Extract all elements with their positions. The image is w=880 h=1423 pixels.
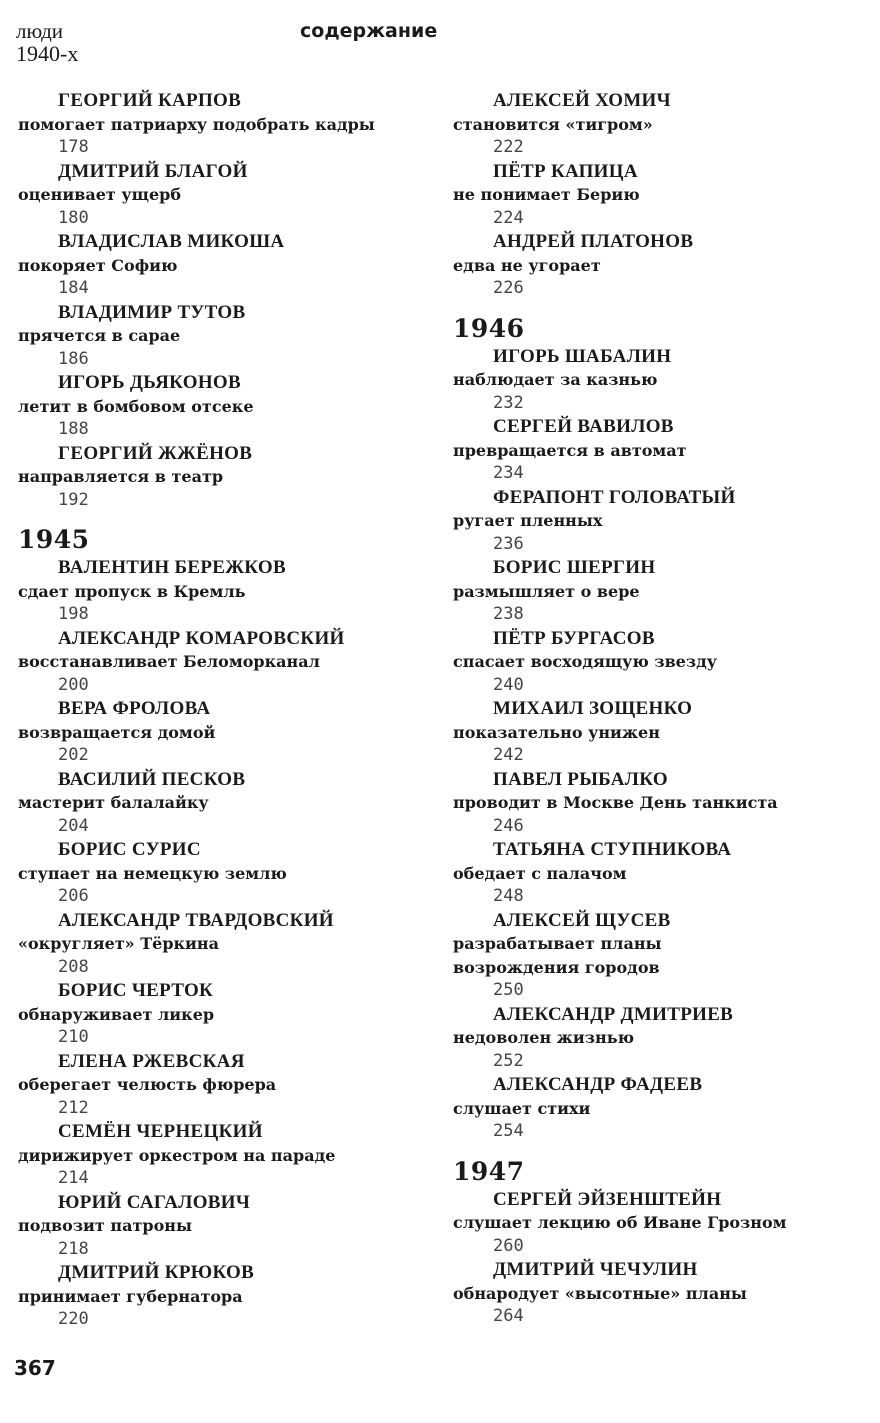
entry-description: прячется в сарае xyxy=(18,326,181,345)
entry-page-number: 180 xyxy=(58,207,89,228)
entry-description: дирижирует оркестром на параде xyxy=(18,1145,336,1165)
toc-entry[interactable] xyxy=(453,230,873,301)
entry-person-name: АЛЕКСЕЙ ЩУСЕВ xyxy=(493,909,671,931)
toc-entry[interactable] xyxy=(18,230,438,301)
entry-person-name: ФЕРАПОНТ ГОЛОВАТЫЙ xyxy=(493,486,736,508)
entry-description: помогает патриарху подобрать кадры xyxy=(18,114,375,134)
entry-person-name: АЛЕКСАНДР ДМИТРИЕВ xyxy=(493,1003,734,1025)
toc-entry[interactable] xyxy=(18,1261,438,1332)
entry-person-name: СЕРГЕЙ ВАВИЛОВ xyxy=(493,416,674,437)
entry-page-number: 222 xyxy=(493,137,524,157)
entry-person-name: АЛЕКСАНДР ТВАРДОВСКИЙ xyxy=(58,909,334,931)
page-title: содержание xyxy=(300,20,438,42)
entry-person-name: ВЛАДИСЛАВ МИКОША xyxy=(58,231,285,252)
toc-entry[interactable] xyxy=(453,1073,873,1144)
entry-page-number: 254 xyxy=(493,1121,524,1141)
entry-page-number: 200 xyxy=(58,674,89,695)
toc-entry[interactable] xyxy=(18,768,438,839)
entry-description: слушает лекцию об Иване Грозном xyxy=(453,1213,787,1232)
entry-page-number: 214 xyxy=(58,1168,89,1188)
entry-description: направляется в театр xyxy=(18,467,224,486)
entry-page-number: 246 xyxy=(493,815,524,836)
entry-page-number: 198 xyxy=(58,604,89,624)
toc-entry[interactable] xyxy=(18,556,438,627)
entry-person-name: МИХАИЛ ЗОЩЕНКО xyxy=(493,698,693,719)
entry-page-number: 186 xyxy=(58,348,89,369)
entry-person-name: ГЕОРГИЙ ЖЖЁНОВ xyxy=(58,442,253,464)
entry-person-name: БОРИС ШЕРГИН xyxy=(493,557,656,578)
entry-description: возрождения городов xyxy=(453,957,660,977)
entry-person-name: ДМИТРИЙ ЧЕЧУЛИН xyxy=(493,1259,698,1280)
entry-person-name: АНДРЕЙ ПЛАТОНОВ xyxy=(493,231,694,252)
entry-page-number: 224 xyxy=(493,207,524,228)
toc-entry[interactable] xyxy=(18,1120,438,1191)
entry-person-name: ПЁТР КАПИЦА xyxy=(493,160,638,182)
running-header-era: 1940-х xyxy=(16,41,79,66)
entry-page-number: 240 xyxy=(493,674,524,695)
entry-page-number: 248 xyxy=(493,886,524,906)
entry-description: обедает с палачом xyxy=(453,863,627,883)
entry-page-number: 218 xyxy=(58,1238,89,1259)
entry-person-name: БОРИС СУРИС xyxy=(58,839,201,860)
toc-entry[interactable] xyxy=(18,1050,438,1121)
toc-entry[interactable] xyxy=(453,1003,873,1074)
entry-page-number: 232 xyxy=(493,392,524,413)
entry-page-number: 220 xyxy=(58,1309,89,1329)
entry-person-name: БОРИС ЧЕРТОК xyxy=(58,980,214,1001)
entry-description: превращается в автомат xyxy=(453,440,687,460)
entry-description: покоряет Софию xyxy=(18,255,178,275)
toc-entry[interactable] xyxy=(18,371,438,442)
entry-description: ступает на немецкую землю xyxy=(18,863,287,883)
entry-person-name: ДМИТРИЙ БЛАГОЙ xyxy=(58,160,248,182)
entry-page-number: 242 xyxy=(493,745,524,765)
entry-description: принимает губернатора xyxy=(18,1286,243,1306)
entry-person-name: ВЕРА ФРОЛОВА xyxy=(58,698,211,719)
toc-entry[interactable] xyxy=(453,768,873,839)
toc-entry[interactable] xyxy=(18,909,438,980)
toc-entry[interactable] xyxy=(453,697,873,768)
toc-entry[interactable] xyxy=(18,160,438,231)
entry-person-name: ИГОРЬ ДЬЯКОНОВ xyxy=(58,372,241,393)
entry-page-number: 236 xyxy=(493,533,524,554)
entry-description: оценивает ущерб xyxy=(18,185,181,204)
entry-description: возвращается домой xyxy=(18,722,216,742)
entry-person-name: ДМИТРИЙ КРЮКОВ xyxy=(58,1262,255,1283)
toc-entry[interactable] xyxy=(453,89,873,160)
toc-entry[interactable] xyxy=(453,909,873,1003)
entry-page-number: 212 xyxy=(58,1097,89,1118)
entry-description: становится «тигром» xyxy=(453,114,653,134)
toc-entry[interactable] xyxy=(453,1188,873,1259)
entry-description: мастерит балалайку xyxy=(18,793,209,812)
entry-description: сдает пропуск в Кремль xyxy=(18,581,246,601)
entry-person-name: СЕРГЕЙ ЭЙЗЕНШТЕЙН xyxy=(493,1188,722,1210)
year-heading: 1947 xyxy=(453,1156,525,1186)
entry-person-name: ЕЛЕНА РЖЕВСКАЯ xyxy=(58,1050,245,1072)
entry-page-number: 206 xyxy=(58,886,89,906)
toc-entry[interactable] xyxy=(18,301,438,372)
entry-person-name: ВАЛЕНТИН БЕРЕЖКОВ xyxy=(58,557,286,578)
entry-person-name: ТАТЬЯНА СТУПНИКОВА xyxy=(493,839,732,860)
toc-entry[interactable] xyxy=(18,979,438,1050)
entry-page-number: 204 xyxy=(58,815,89,836)
entry-page-number: 226 xyxy=(493,278,524,298)
entry-page-number: 234 xyxy=(493,463,524,483)
entry-description: восстанавливает Беломорканал xyxy=(18,652,320,671)
toc-entry[interactable] xyxy=(18,442,438,513)
entry-description: «округляет» Тёркина xyxy=(18,934,219,953)
toc-entry[interactable] xyxy=(453,838,873,909)
entry-person-name: ПАВЕЛ РЫБАЛКО xyxy=(493,768,668,790)
entry-description: проводит в Москве День танкиста xyxy=(453,793,778,812)
entry-description: оберегает челюсть фюрера xyxy=(18,1075,277,1094)
toc-entry[interactable] xyxy=(18,627,438,698)
year-heading: 1945 xyxy=(18,525,90,554)
entry-person-name: ВАСИЛИЙ ПЕСКОВ xyxy=(58,768,246,790)
entry-description: размышляет о вере xyxy=(453,581,640,601)
toc-entry[interactable] xyxy=(18,838,438,909)
entry-person-name: ПЁТР БУРГАСОВ xyxy=(493,627,655,649)
entry-description: недоволен жизнью xyxy=(453,1028,634,1047)
entry-description: спасает восходящую звезду xyxy=(453,652,717,671)
toc-entry[interactable] xyxy=(453,415,873,486)
toc-column-left xyxy=(18,89,438,1332)
entry-description: обнаруживает ликер xyxy=(18,1004,215,1024)
entry-description: разрабатывает планы xyxy=(453,934,662,953)
entry-page-number: 210 xyxy=(58,1027,89,1047)
entry-description: летит в бомбовом отсеке xyxy=(18,396,254,416)
entry-page-number: 208 xyxy=(58,956,89,977)
entry-description: слушает стихи xyxy=(453,1098,591,1118)
toc-entry[interactable] xyxy=(453,1258,873,1329)
entry-person-name: ЮРИЙ САГАЛОВИЧ xyxy=(58,1191,251,1213)
entry-description: не понимает Берию xyxy=(453,185,640,204)
entry-page-number: 188 xyxy=(58,419,89,439)
entry-page-number: 192 xyxy=(58,489,89,510)
entry-page-number: 184 xyxy=(58,278,89,298)
toc-entry[interactable] xyxy=(453,627,873,698)
entry-person-name: СЕМЁН ЧЕРНЕЦКИЙ xyxy=(58,1121,263,1142)
entry-page-number: 260 xyxy=(493,1235,524,1256)
toc-entry[interactable] xyxy=(453,160,873,231)
entry-description: наблюдает за казнью xyxy=(453,370,658,389)
entry-page-number: 250 xyxy=(493,980,524,1000)
toc-entry[interactable] xyxy=(453,486,873,557)
toc-entry[interactable] xyxy=(18,89,438,160)
entry-person-name: АЛЕКСЕЙ ХОМИЧ xyxy=(493,90,671,111)
entry-description: ругает пленных xyxy=(453,511,603,530)
entry-page-number: 178 xyxy=(58,137,89,157)
entry-page-number: 264 xyxy=(493,1306,524,1326)
entry-person-name: ГЕОРГИЙ КАРПОВ xyxy=(58,90,242,111)
entry-description: едва не угорает xyxy=(453,255,601,275)
toc-entry[interactable] xyxy=(18,1191,438,1262)
entry-description: подвозит патроны xyxy=(18,1216,192,1235)
page-number: 367 xyxy=(14,1356,56,1380)
toc-entry[interactable] xyxy=(453,556,873,627)
entry-person-name: АЛЕКСАНДР КОМАРОВСКИЙ xyxy=(58,627,345,649)
toc-column-right xyxy=(453,89,873,1329)
entry-description: обнародует «высотные» планы xyxy=(453,1283,747,1303)
entry-description: показательно унижен xyxy=(453,722,660,742)
toc-entry[interactable] xyxy=(453,345,873,416)
entry-page-number: 252 xyxy=(493,1050,524,1071)
entry-person-name: ВЛАДИМИР ТУТОВ xyxy=(58,301,246,323)
running-header-series: люди xyxy=(16,19,64,43)
toc-entry[interactable] xyxy=(18,697,438,768)
year-heading: 1946 xyxy=(453,313,525,343)
entry-person-name: ИГОРЬ ШАБАЛИН xyxy=(493,345,672,367)
entry-page-number: 202 xyxy=(58,745,89,765)
entry-person-name: АЛЕКСАНДР ФАДЕЕВ xyxy=(493,1074,703,1095)
entry-page-number: 238 xyxy=(493,604,524,624)
